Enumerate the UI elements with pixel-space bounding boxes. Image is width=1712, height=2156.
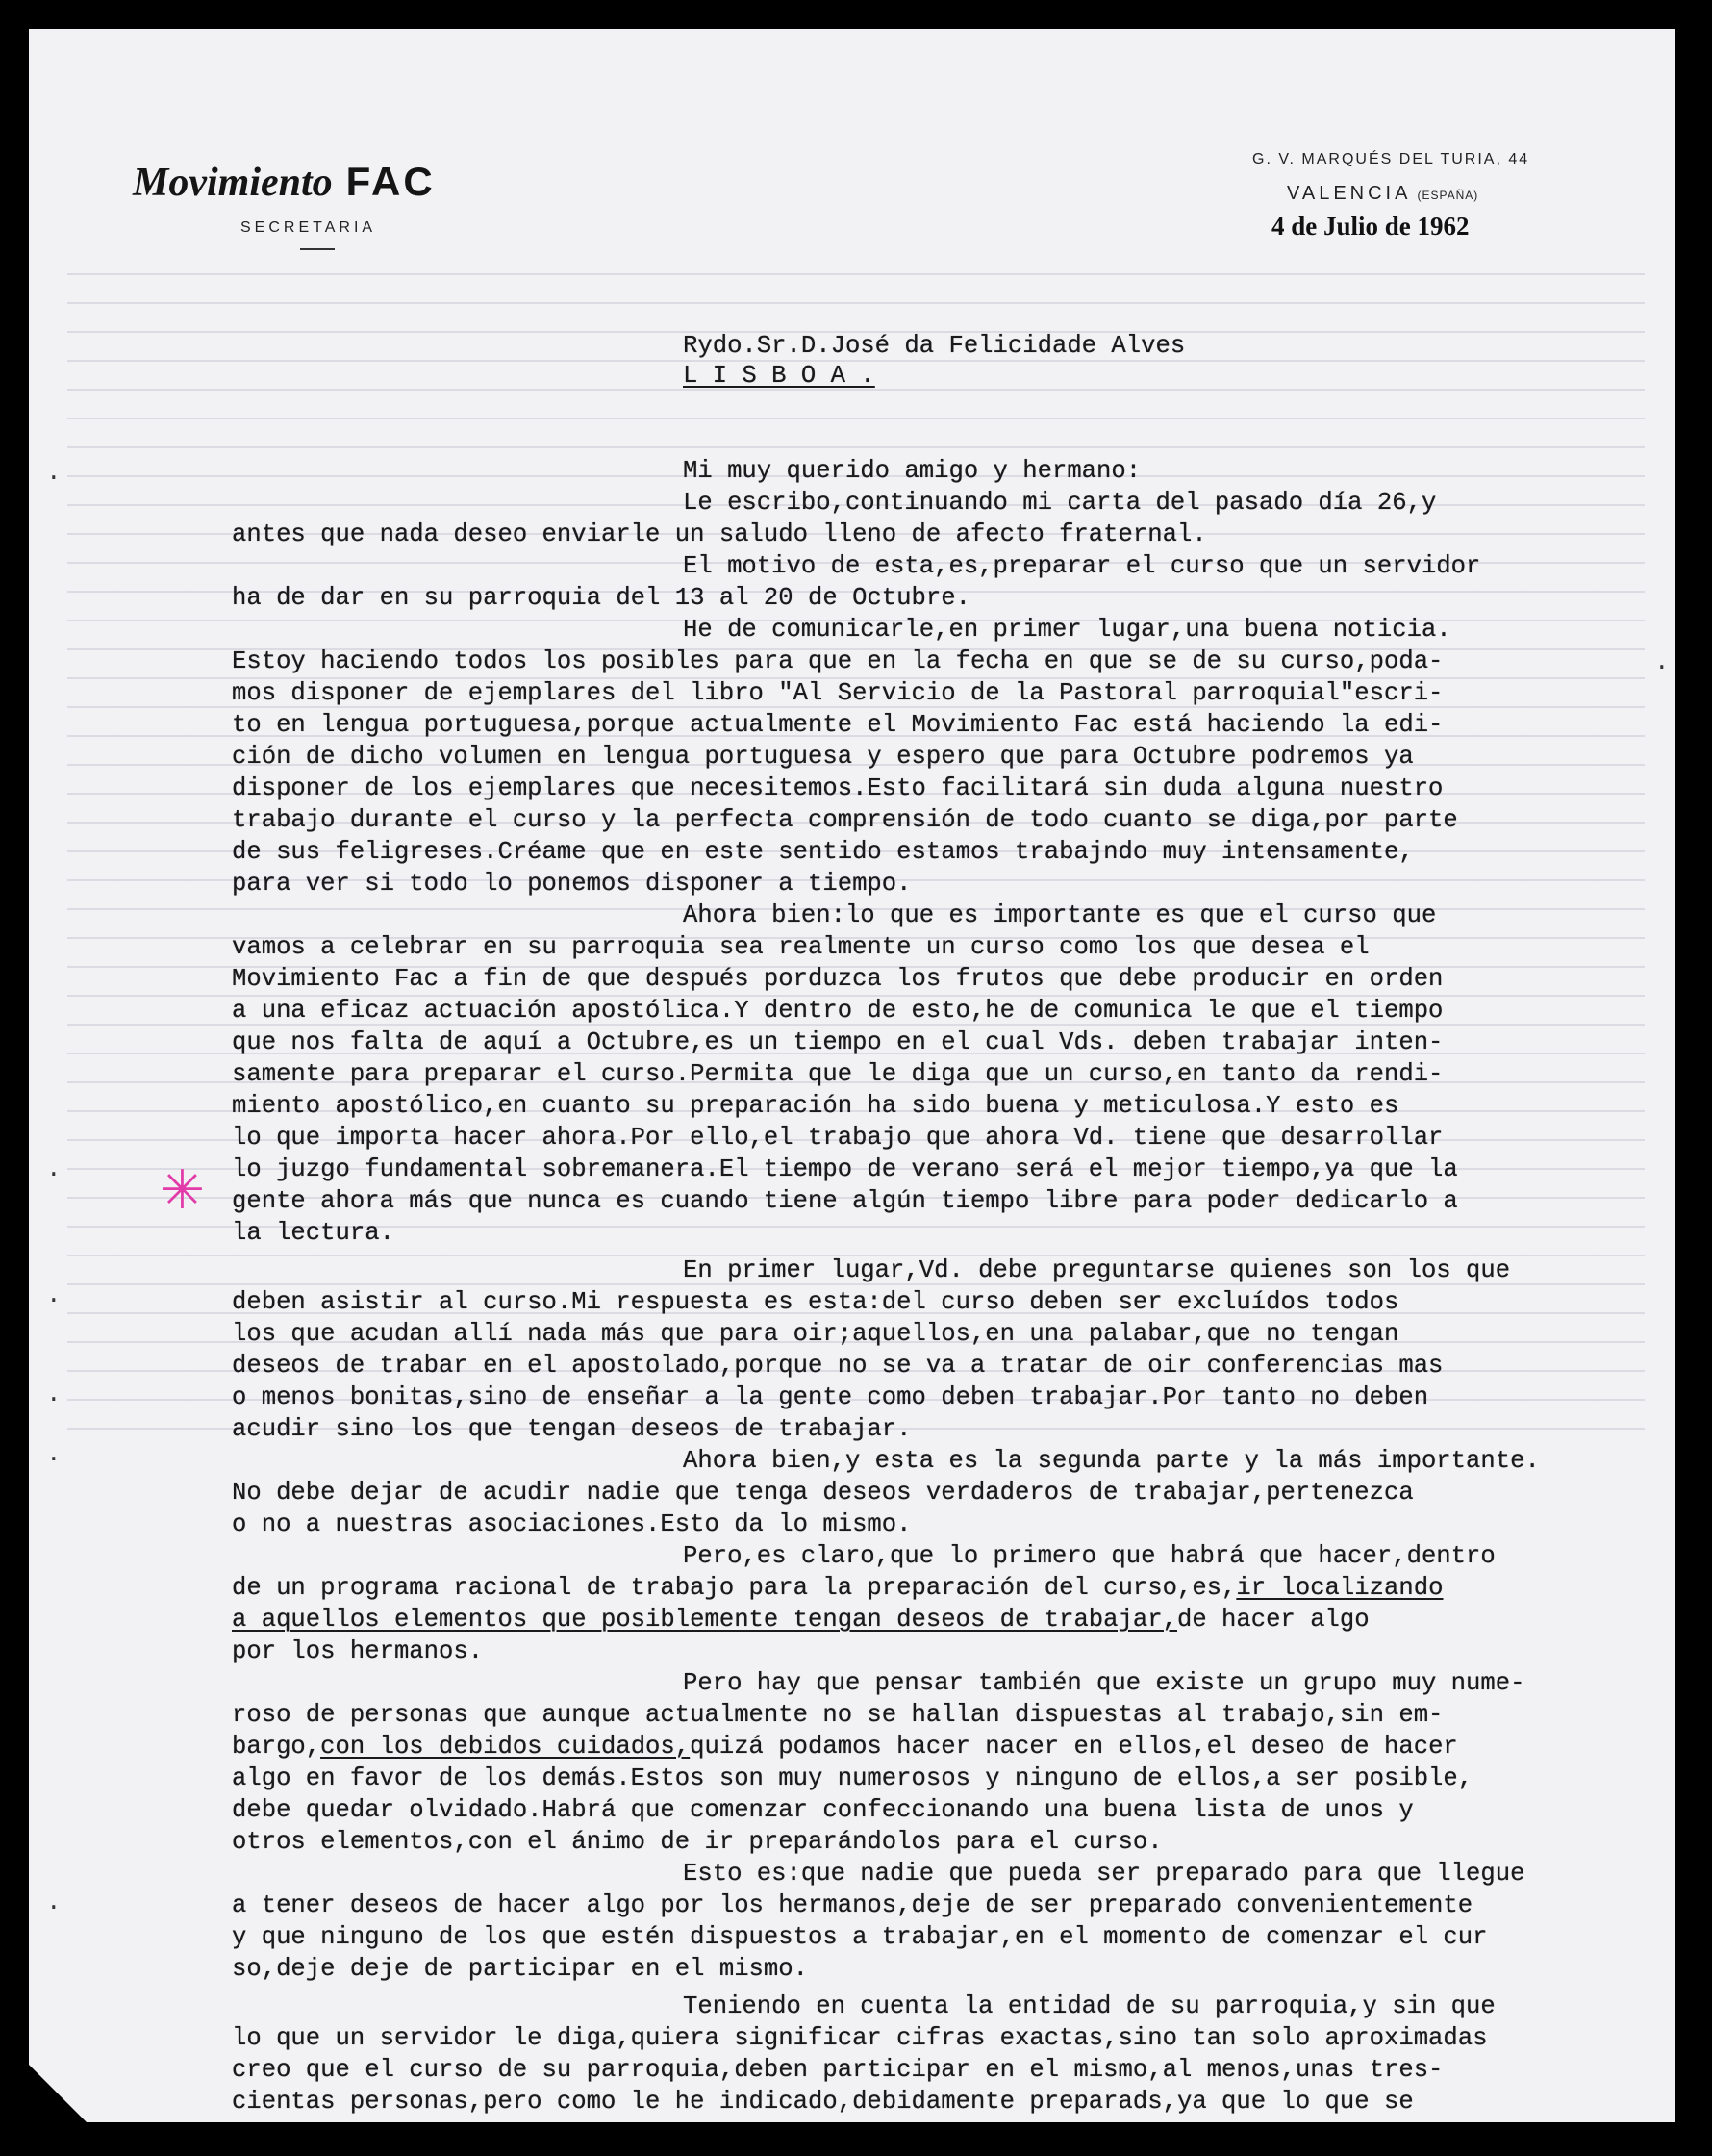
margin-dot: . <box>46 1439 62 1468</box>
body-line: lo juzgo fundamental sobremanera.El tiempo de verano será el mejor tiempo,ya que la <box>232 1155 1458 1183</box>
body-line: creo que el curso de su parroquia,deben participar en el mismo,al menos,unas tres- <box>232 2056 1444 2084</box>
body-line: que nos falta de aquí a Octubre,es un tiempo en el cual Vds. deben trabajar inten- <box>232 1028 1444 1056</box>
body-line: vamos a celebrar en su parroquia sea realmente un curso como los que desea el <box>232 933 1370 961</box>
underlined-phrase: a aquellos elementos que posiblemente tengan deseos de trabajar, <box>232 1606 1177 1634</box>
torn-corner <box>29 2065 87 2122</box>
body-line <box>232 1606 1370 1635</box>
recipient-name: Rydo.Sr.D.José da Felicidade Alves <box>683 332 1186 360</box>
department-label: SECRETARIA <box>240 219 377 236</box>
body-line: El motivo de esta,es,preparar el curso que un servidor <box>683 552 1481 580</box>
body-line <box>232 1574 1443 1603</box>
salutation: Mi muy querido amigo y hermano: <box>683 457 1142 485</box>
body-line: lo que un servidor le diga,quiera significar cifras exactas,sino tan solo aproximadas <box>232 2024 1488 2052</box>
body-line: o no a nuestras asociaciones.Esto da lo mismo. <box>232 1510 912 1538</box>
body-line: En primer lugar,Vd. debe preguntarse quienes son los que <box>683 1256 1511 1284</box>
body-line: gente ahora más que nunca es cuando tiene algún tiempo libre para poder dedicarlo a <box>232 1187 1458 1215</box>
underlined-phrase: con los debidos cuidados, <box>320 1733 691 1761</box>
body-line: ción de dicho volumen en lengua portuguesa y espero que para Octubre podremos ya <box>232 743 1414 771</box>
margin-dot: . <box>46 1888 62 1916</box>
body-line-text: de hacer algo <box>1176 1606 1370 1634</box>
brand-fac: FAC <box>345 159 436 204</box>
margin-dot: . <box>46 1380 62 1408</box>
margin-dot: . <box>46 458 62 487</box>
body-line: a tener deseos de hacer algo por los hermanos,deje de ser preparado convenientemente <box>232 1891 1473 1919</box>
body-line: deseos de trabar en el apostolado,porque no se va a tratar de oir conferencias mas <box>232 1352 1444 1380</box>
body-line-text: de un programa racional de trabajo para la preparación del curso,es, <box>232 1574 1237 1602</box>
body-line: to en lengua portuguesa,porque actualmente el Movimiento Fac está haciendo la edi- <box>232 711 1444 739</box>
body-line: y que ninguno de los que estén dispuestos a trabajar,en el momento de comenzar el cur <box>232 1923 1488 1951</box>
body-line: samente para preparar el curso.Permita que le diga que un curso,en tanto da rendi- <box>232 1060 1444 1088</box>
body-line: la lectura. <box>232 1219 394 1247</box>
body-line: para ver si todo lo ponemos disponer a tiempo. <box>232 870 912 898</box>
body-line: Pero hay que pensar también que existe un grupo muy nume- <box>683 1669 1525 1697</box>
body-line: Teniendo en cuenta la entidad de su parroquia,y sin que <box>683 1992 1496 2020</box>
body-line: acudir sino los que tengan deseos de trabajar. <box>232 1415 912 1443</box>
body-line: a una eficaz actuación apostólica.Y dentro de esto,he de comunica le que el tiempo <box>232 997 1444 1025</box>
letter-body <box>29 29 1675 2122</box>
body-line: los que acudan allí nada más que para oir;aquellos,en una palabar,que no tengan <box>232 1320 1399 1348</box>
body-line: lo que importa hacer ahora.Por ello,el trabajo que ahora Vd. tiene que desarrollar <box>232 1124 1444 1152</box>
letterhead-address: G. V. MARQUÉS DEL TURIA, 44 <box>1252 151 1530 167</box>
body-line: Estoy haciendo todos los posibles para que en la fecha en que se de su curso,poda- <box>232 647 1444 675</box>
body-line: deben asistir al curso.Mi respuesta es esta:del curso deben ser excluídos todos <box>232 1288 1399 1316</box>
pink-asterisk-mark: ✳ <box>160 1159 205 1222</box>
body-line: Esto es:que nadie que pueda ser preparado para que llegue <box>683 1860 1525 1888</box>
body-line: Ahora bien:lo que es importante es que el curso que <box>683 901 1437 929</box>
body-line: disponer de los ejemplares que necesitemos.Esto facilitará sin duda alguna nuestro <box>232 774 1444 802</box>
letter-page <box>29 29 1675 2122</box>
body-line: trabajo durante el curso y la perfecta comprensión de todo cuanto se diga,por parte <box>232 806 1458 834</box>
body-line: He de comunicarle,en primer lugar,una buena noticia. <box>683 616 1451 644</box>
underlined-phrase: ir localizando <box>1236 1574 1444 1602</box>
body-line <box>232 1733 1458 1762</box>
body-line: Ahora bien,y esta es la segunda parte y la más importante. <box>683 1447 1540 1475</box>
body-line: cientas personas,pero como le he indicado,debidamente preparads,ya que lo que se <box>232 2088 1414 2116</box>
brand-script: Movimiento <box>133 161 333 205</box>
city-country: (ESPAÑA) <box>1417 189 1479 202</box>
letter-date: 4 de Julio de 1962 <box>1271 212 1470 241</box>
body-line: por los hermanos. <box>232 1637 484 1665</box>
body-line: antes que nada deseo enviarle un saludo lleno de afecto fraternal. <box>232 520 1207 548</box>
body-line: mos disponer de ejemplares del libro "Al Servicio de la Pastoral parroquial"escri- <box>232 679 1444 707</box>
body-line: No debe dejar de acudir nadie que tenga deseos verdaderos de trabajar,pertenezca <box>232 1479 1414 1507</box>
city-name: VALENCIA <box>1287 183 1412 204</box>
body-line: roso de personas que aunque actualmente no se hallan dispuestas al trabajo,sin em- <box>232 1701 1444 1729</box>
body-line: o menos bonitas,sino de enseñar a la gente como deben trabajar.Por tanto no deben <box>232 1383 1429 1411</box>
margin-dot: . <box>46 1281 62 1309</box>
recipient-city: L I S B O A . <box>683 362 875 390</box>
body-line: miento apostólico,en cuanto su preparación ha sido buena y meticulosa.Y esto es <box>232 1092 1399 1120</box>
body-line: Pero,es claro,que lo primero que habrá que hacer,dentro <box>683 1542 1496 1570</box>
body-line: debe quedar olvidado.Habrá que comenzar confeccionando una buena lista de unos y <box>232 1796 1414 1824</box>
margin-dot: . <box>46 1154 62 1183</box>
body-line: Le escribo,continuando mi carta del pasado día 26,y <box>683 489 1437 517</box>
body-line: algo en favor de los demás.Estos son muy numerosos y ninguno de ellos,a ser posible, <box>232 1764 1473 1792</box>
body-line: Movimiento Fac a fin de que después porduzca los frutos que debe producir en orden <box>232 965 1444 993</box>
body-line: so,deje deje de participar en el mismo. <box>232 1955 808 1983</box>
body-line: de sus feligreses.Créame que en este sentido estamos trabajndo muy intensamente, <box>232 838 1414 866</box>
body-line-text: bargo, <box>232 1733 321 1761</box>
body-line-text: quizá podamos hacer nacer en ellos,el deseo de hacer <box>690 1733 1458 1761</box>
margin-dot: . <box>1654 647 1670 676</box>
body-line: otros elementos,con el ánimo de ir preparándolos para el curso. <box>232 1828 1163 1856</box>
body-line: ha de dar en su parroquia del 13 al 20 de Octubre. <box>232 584 970 612</box>
